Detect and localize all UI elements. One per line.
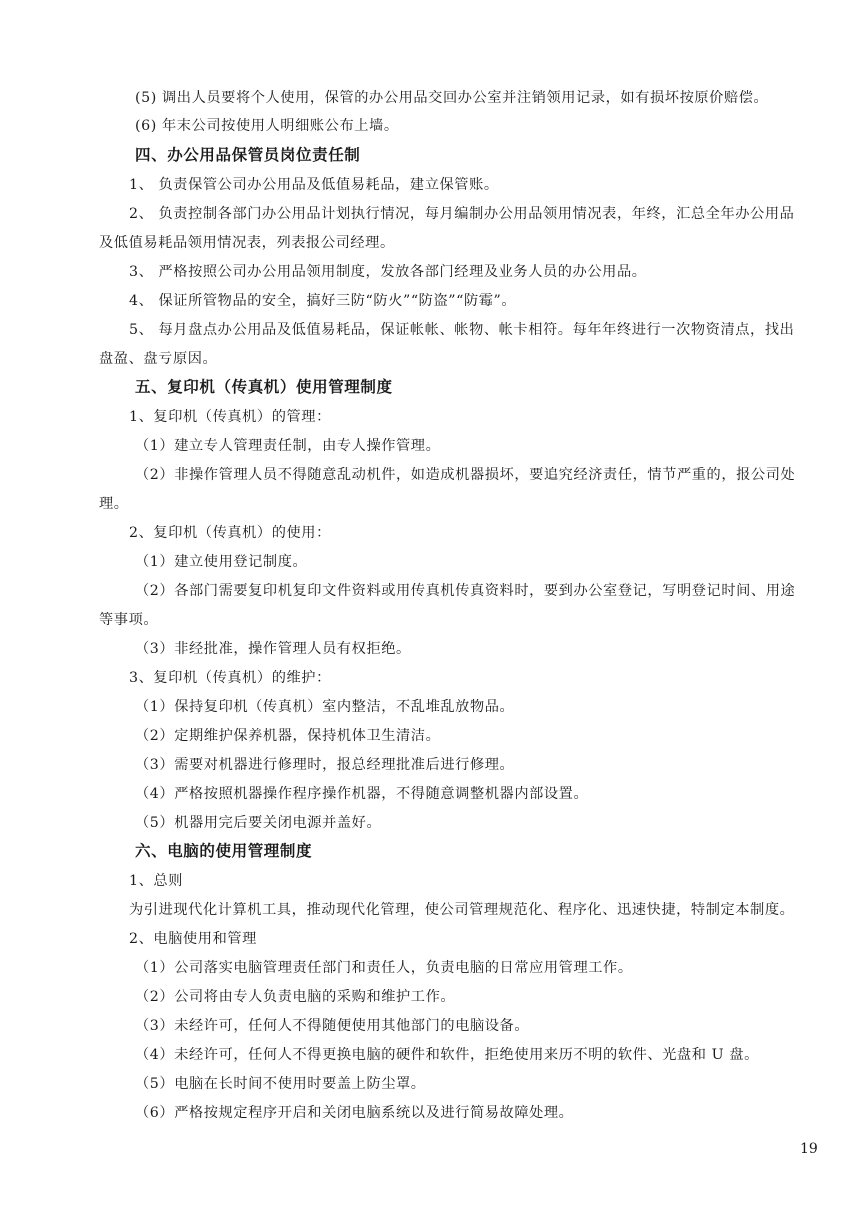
text-line: （5）机器用完后要关闭电源并盖好。 — [135, 815, 382, 831]
text-line: 2、复印机（传真机）的使用： — [129, 525, 331, 541]
text-line: （2）各部门需要复印机复印文件资料或用传真机传真资料时，要到办公室登记，写明登记时间、用途 — [135, 583, 796, 599]
page-number: 19 — [800, 1141, 818, 1157]
text-line: 2、电脑使用和管理 — [129, 931, 257, 947]
text-line: （4）严格按照机器操作程序操作机器，不得随意调整机器内部设置。 — [135, 786, 589, 802]
text-line: 1、 负责保管公司办公用品及低值易耗品，建立保管账。 — [129, 177, 499, 193]
text-line: 盘盈、盘亏原因。 — [99, 351, 218, 367]
text-line: （3）未经许可，任何人不得随便使用其他部门的电脑设备。 — [135, 1018, 530, 1034]
text-line: （1）公司落实电脑管理责任部门和责任人，负责电脑的日常应用管理工作。 — [135, 960, 633, 976]
text-line: (5) 调出人员要将个人使用，保管的办公用品交回办公室并注销领用记录，如有损坏按原价赔偿。 — [135, 90, 769, 106]
text-line: 5、 每月盘点办公用品及低值易耗品，保证帐帐、帐物、帐卡相符。每年年终进行一次物资清点，找出 — [129, 322, 795, 338]
text-line: 3、复印机（传真机）的维护： — [129, 670, 331, 686]
text-line: 为引进现代化计算机工具，推动现代化管理，使公司管理规范化、程序化、迅速快捷，特制定本制度。 — [129, 902, 795, 918]
text-line: （2）定期维护保养机器，保持机体卫生清洁。 — [135, 728, 441, 744]
text-line: （1）保持复印机（传真机）室内整洁，不乱堆乱放物品。 — [135, 699, 515, 715]
section-heading: 五、复印机（传真机）使用管理制度 — [135, 378, 393, 396]
text-line: （3）需要对机器进行修理时，报总经理批准后进行修理。 — [135, 757, 515, 773]
text-line: （2）公司将由专人负责电脑的采购和维护工作。 — [135, 989, 456, 1005]
text-line: 1、总则 — [129, 873, 183, 889]
text-line: (6) 年末公司按使用人明细账公布上墙。 — [135, 118, 399, 134]
text-line: （4）未经许可，任何人不得更换电脑的硬件和软件，拒绝使用来历不明的软件、光盘和 U 盘。 — [135, 1047, 759, 1063]
text-line: （5）电脑在长时间不使用时要盖上防尘罩。 — [135, 1076, 426, 1092]
text-line: 理。 — [99, 496, 129, 512]
text-line: 3、 严格按照公司办公用品领用制度，发放各部门经理及业务人员的办公用品。 — [129, 264, 647, 280]
text-line: 4、 保证所管物品的安全，搞好三防“防火”“防盗”“防霉”。 — [129, 293, 517, 309]
text-line: 等事项。 — [99, 612, 159, 628]
text-line: 2、 负责控制各部门办公用品计划执行情况，每月编制办公用品领用情况表，年终，汇总全年办公用品 — [129, 206, 795, 222]
section-heading: 六、电脑的使用管理制度 — [135, 842, 313, 860]
text-line: （1）建立使用登记制度。 — [135, 554, 308, 570]
section-heading: 四、办公用品保管员岗位责任制 — [135, 146, 361, 164]
text-line: 1、复印机（传真机）的管理： — [129, 409, 331, 425]
text-line: 及低值易耗品领用情况表，列表报公司经理。 — [99, 235, 395, 251]
text-line: （1）建立专人管理责任制，由专人操作管理。 — [135, 438, 441, 454]
text-line: （3）非经批准，操作管理人员有权拒绝。 — [135, 641, 411, 657]
text-line: （6）严格按规定程序开启和关闭电脑系统以及进行简易故障处理。 — [135, 1105, 574, 1121]
text-line: （2）非操作管理人员不得随意乱动机件，如造成机器损坏，要追究经济责任，情节严重的，报公司处 — [135, 467, 796, 483]
